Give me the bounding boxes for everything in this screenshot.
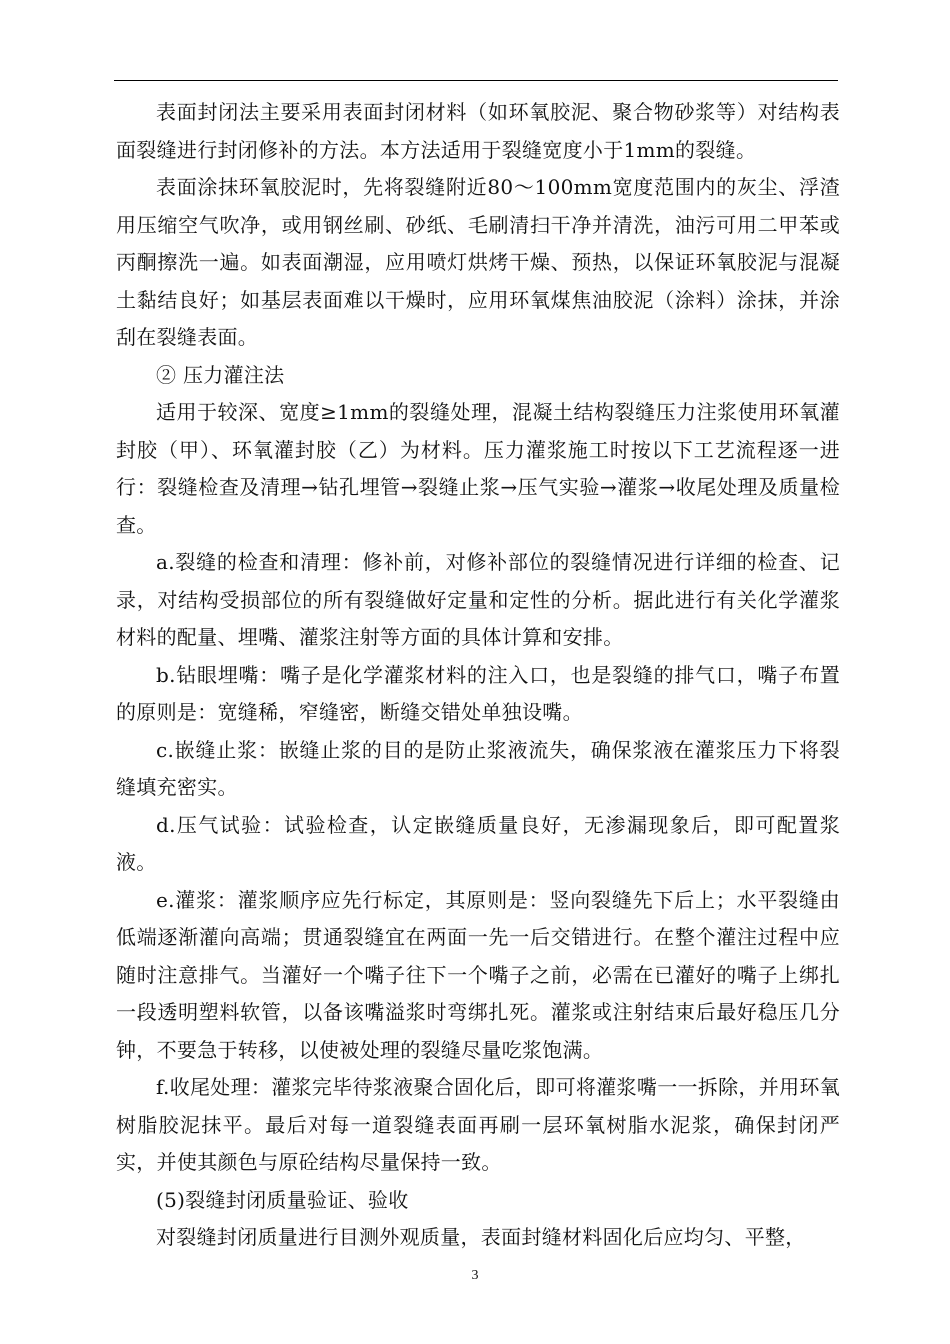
paragraph-step-f: f.收尾处理：灌浆完毕待浆液聚合固化后，即可将灌浆嘴一一拆除，并用环氧树脂胶泥抹平。最后对每一道裂缝表面再刷一层环氧树脂水泥浆，确保封闭严实，并使其颜色与原砼结构尽量保持一致。 — [116, 1075, 840, 1174]
paragraph-step-a: a.裂缝的检查和清理：修补前，对修补部位的裂缝情况进行详细的检查、记录，对结构受损部位的所有裂缝做好定量和定性的分析。据此进行有关化学灌浆材料的配量、埋嘴、灌浆注射等方面的具体计算和安排。 — [116, 550, 840, 649]
document-body — [116, 94, 840, 1257]
paragraph-surface-sealing: 表面封闭法主要采用表面封闭材料（如环氧胶泥、聚合物砂浆等）对结构表面裂缝进行封闭修补的方法。本方法适用于裂缝宽度小于1mm的裂缝。 — [116, 100, 840, 162]
paragraph-step-c: c.嵌缝止浆：嵌缝止浆的目的是防止浆液流失，确保浆液在灌浆压力下将裂缝填充密实。 — [116, 737, 840, 799]
paragraph-step-b: b.钻眼埋嘴：嘴子是化学灌浆材料的注入口，也是裂缝的排气口，嘴子布置的原则是：宽缝稀，窄缝密，断缝交错处单独设嘴。 — [116, 662, 840, 724]
page-number: 3 — [471, 1268, 479, 1283]
paragraph-quality-check: 对裂缝封闭质量进行目测外观质量，表面封缝材料固化后应均匀、平整， — [156, 1225, 806, 1249]
header-rule — [114, 80, 838, 81]
paragraph-pressure-grouting-scope: 适用于较深、宽度≥1mm的裂缝处理，混凝土结构裂缝压力注浆使用环氧灌封胶（甲）、环氧灌封胶（乙）为材料。压力灌浆施工时按以下工艺流程逐一进行：裂缝检查及清理→钻孔埋管→裂缝止浆→压气实验→灌浆→收尾处理及质量检查。 — [116, 400, 840, 537]
paragraph-step-d: d.压气试验：试验检查，认定嵌缝质量良好，无渗漏现象后，即可配置浆液。 — [116, 812, 840, 874]
heading-pressure-grouting: ② 压力灌注法 — [156, 362, 285, 387]
paragraph-step-e: e.灌浆：灌浆顺序应先行标定，其原则是：竖向裂缝先下后上；水平裂缝由低端逐渐灌向高端；贯通裂缝宜在两面一先一后交错进行。在整个灌注过程中应随时注意排气。当灌好一个嘴子往下一个嘴子之前，必需在已灌好的嘴子上绑扎一段透明塑料软管，以备该嘴溢浆时弯绑扎死。灌浆或注射结束后最好稳压几分钟，不要急于转移，以使被处理的裂缝尽量吃浆饱满。 — [116, 887, 840, 1062]
heading-quality-acceptance: (5)裂缝封闭质量验证、验收 — [156, 1187, 409, 1212]
paragraph-epoxy-application: 表面涂抹环氧胶泥时，先将裂缝附近80～100mm宽度范围内的灰尘、浮渣用压缩空气吹净，或用钢丝刷、砂纸、毛刷清扫干净并清洗，油污可用二甲苯或丙酮擦洗一遍。如表面潮湿，应用喷灯烘烤干燥、预热，以保证环氧胶泥与混凝土黏结良好；如基层表面难以干燥时，应用环氧煤焦油胶泥（涂料）涂抹，并涂刮在裂缝表面。 — [116, 175, 840, 349]
